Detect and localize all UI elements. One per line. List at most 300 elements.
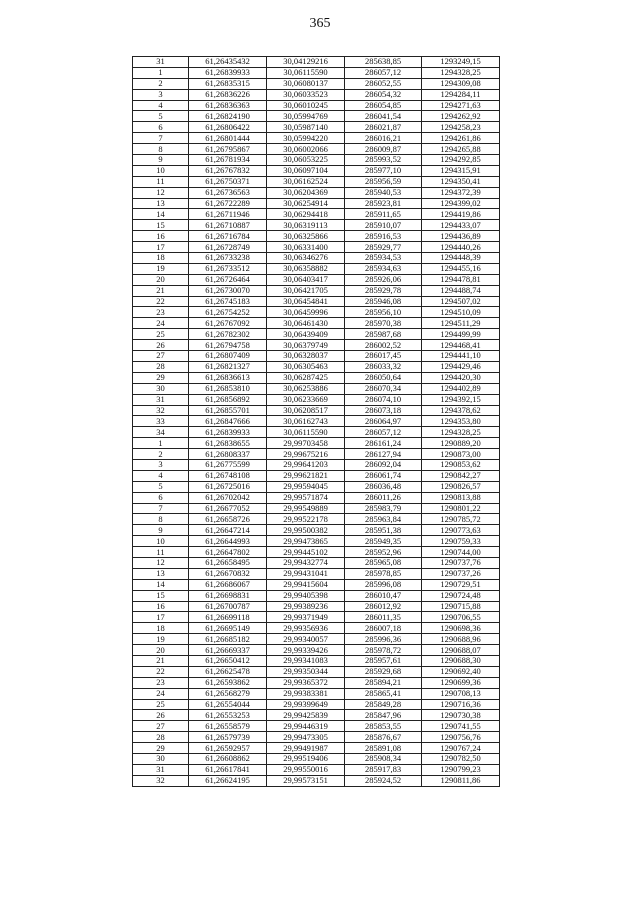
longitude-cell: 29,99550016 — [267, 764, 345, 775]
point-number-cell: 28 — [133, 732, 189, 743]
x-coordinate-cell: 285983,79 — [345, 503, 422, 514]
y-coordinate-cell: 1290688,96 — [422, 634, 500, 645]
point-number-cell: 23 — [133, 307, 189, 318]
longitude-cell: 29,99573151 — [267, 775, 345, 786]
latitude-cell: 61,26795867 — [189, 144, 267, 155]
x-coordinate-cell: 286070,34 — [345, 383, 422, 394]
x-coordinate-cell: 285911,65 — [345, 209, 422, 220]
longitude-cell: 30,06002066 — [267, 144, 345, 155]
point-number-cell: 7 — [133, 133, 189, 144]
y-coordinate-cell: 1290688,07 — [422, 645, 500, 656]
longitude-cell: 29,99675216 — [267, 449, 345, 460]
table-row — [133, 579, 500, 590]
latitude-cell: 61,26767092 — [189, 318, 267, 329]
latitude-cell: 61,26856892 — [189, 394, 267, 405]
x-coordinate-cell: 285978,85 — [345, 568, 422, 579]
longitude-cell: 30,06459996 — [267, 307, 345, 318]
latitude-cell: 61,26695149 — [189, 623, 267, 634]
point-number-cell: 34 — [133, 427, 189, 438]
y-coordinate-cell: 1290698,36 — [422, 623, 500, 634]
latitude-cell: 61,26644993 — [189, 536, 267, 547]
latitude-cell: 61,26728749 — [189, 242, 267, 253]
point-number-cell: 19 — [133, 263, 189, 274]
point-number-cell: 10 — [133, 165, 189, 176]
y-coordinate-cell: 1294448,39 — [422, 253, 500, 264]
latitude-cell: 61,26686067 — [189, 579, 267, 590]
table-row — [133, 536, 500, 547]
longitude-cell: 29,99356936 — [267, 623, 345, 634]
longitude-cell: 30,06305463 — [267, 361, 345, 372]
longitude-cell: 30,06208517 — [267, 405, 345, 416]
longitude-cell: 29,99431041 — [267, 568, 345, 579]
point-number-cell: 8 — [133, 144, 189, 155]
x-coordinate-cell: 285957,61 — [345, 655, 422, 666]
longitude-cell: 30,06097104 — [267, 165, 345, 176]
table-row — [133, 122, 500, 133]
longitude-cell: 30,06253886 — [267, 383, 345, 394]
longitude-cell: 30,06287425 — [267, 372, 345, 383]
y-coordinate-cell: 1294328,25 — [422, 427, 500, 438]
table-row — [133, 655, 500, 666]
y-coordinate-cell: 1290813,88 — [422, 492, 500, 503]
table-row — [133, 764, 500, 775]
y-coordinate-cell: 1294261,86 — [422, 133, 500, 144]
x-coordinate-cell: 286036,48 — [345, 481, 422, 492]
table-row — [133, 274, 500, 285]
point-number-cell: 17 — [133, 242, 189, 253]
x-coordinate-cell: 285865,41 — [345, 688, 422, 699]
table-row — [133, 416, 500, 427]
table-row — [133, 503, 500, 514]
x-coordinate-cell: 285853,55 — [345, 721, 422, 732]
longitude-cell: 30,06325866 — [267, 231, 345, 242]
table-row — [133, 209, 500, 220]
longitude-cell: 29,99341083 — [267, 655, 345, 666]
table-row — [133, 111, 500, 122]
point-number-cell: 31 — [133, 57, 189, 68]
table-row — [133, 623, 500, 634]
y-coordinate-cell: 1290873,00 — [422, 449, 500, 460]
longitude-cell: 29,99446319 — [267, 721, 345, 732]
x-coordinate-cell: 285934,63 — [345, 263, 422, 274]
table-row — [133, 263, 500, 274]
table-row — [133, 427, 500, 438]
y-coordinate-cell: 1290724,48 — [422, 590, 500, 601]
point-number-cell: 29 — [133, 372, 189, 383]
y-coordinate-cell: 1290741,55 — [422, 721, 500, 732]
y-coordinate-cell: 1290737,26 — [422, 568, 500, 579]
y-coordinate-cell: 1290708,13 — [422, 688, 500, 699]
x-coordinate-cell: 285940,53 — [345, 187, 422, 198]
point-number-cell: 26 — [133, 710, 189, 721]
y-coordinate-cell: 1294419,86 — [422, 209, 500, 220]
y-coordinate-cell: 1294350,41 — [422, 176, 500, 187]
table-row — [133, 470, 500, 481]
latitude-cell: 61,26711946 — [189, 209, 267, 220]
x-coordinate-cell: 285847,96 — [345, 710, 422, 721]
table-row — [133, 492, 500, 503]
table-row — [133, 351, 500, 362]
latitude-cell: 61,26568279 — [189, 688, 267, 699]
latitude-cell: 61,26685182 — [189, 634, 267, 645]
table-row — [133, 100, 500, 111]
x-coordinate-cell: 286127,94 — [345, 449, 422, 460]
longitude-cell: 30,06461430 — [267, 318, 345, 329]
point-number-cell: 32 — [133, 405, 189, 416]
table-row — [133, 329, 500, 340]
y-coordinate-cell: 1290730,38 — [422, 710, 500, 721]
x-coordinate-cell: 286057,12 — [345, 427, 422, 438]
y-coordinate-cell: 1290782,50 — [422, 754, 500, 765]
y-coordinate-cell: 1290737,76 — [422, 557, 500, 568]
latitude-cell: 61,26839933 — [189, 67, 267, 78]
y-coordinate-cell: 1290706,55 — [422, 612, 500, 623]
x-coordinate-cell: 286061,74 — [345, 470, 422, 481]
longitude-cell: 29,99703458 — [267, 438, 345, 449]
table-row — [133, 557, 500, 568]
x-coordinate-cell: 285965,08 — [345, 557, 422, 568]
point-number-cell: 32 — [133, 775, 189, 786]
latitude-cell: 61,26592957 — [189, 743, 267, 754]
point-number-cell: 28 — [133, 361, 189, 372]
latitude-cell: 61,26824190 — [189, 111, 267, 122]
point-number-cell: 3 — [133, 459, 189, 470]
latitude-cell: 61,26781934 — [189, 155, 267, 166]
longitude-cell: 29,99340057 — [267, 634, 345, 645]
table-row — [133, 514, 500, 525]
x-coordinate-cell: 285923,81 — [345, 198, 422, 209]
table-row — [133, 405, 500, 416]
y-coordinate-cell: 1294309,08 — [422, 78, 500, 89]
table-row — [133, 176, 500, 187]
x-coordinate-cell: 285891,08 — [345, 743, 422, 754]
x-coordinate-cell: 286092,04 — [345, 459, 422, 470]
point-number-cell: 29 — [133, 743, 189, 754]
latitude-cell: 61,26736563 — [189, 187, 267, 198]
table-row — [133, 775, 500, 786]
latitude-cell: 61,26558579 — [189, 721, 267, 732]
longitude-cell: 30,06254914 — [267, 198, 345, 209]
point-number-cell: 17 — [133, 612, 189, 623]
longitude-cell: 29,99621821 — [267, 470, 345, 481]
longitude-cell: 29,99399649 — [267, 699, 345, 710]
x-coordinate-cell: 285951,38 — [345, 525, 422, 536]
x-coordinate-cell: 285924,52 — [345, 775, 422, 786]
y-coordinate-cell: 1294284,11 — [422, 89, 500, 100]
latitude-cell: 61,26733512 — [189, 263, 267, 274]
y-coordinate-cell: 1294455,16 — [422, 263, 500, 274]
x-coordinate-cell: 285996,08 — [345, 579, 422, 590]
latitude-cell: 61,26710887 — [189, 220, 267, 231]
longitude-cell: 30,06033523 — [267, 89, 345, 100]
point-number-cell: 11 — [133, 176, 189, 187]
longitude-cell: 29,99473305 — [267, 732, 345, 743]
longitude-cell: 30,06328037 — [267, 351, 345, 362]
x-coordinate-cell: 286041,54 — [345, 111, 422, 122]
longitude-cell: 30,06294418 — [267, 209, 345, 220]
longitude-cell: 30,06421705 — [267, 285, 345, 296]
longitude-cell: 30,06233669 — [267, 394, 345, 405]
y-coordinate-cell: 1294372,39 — [422, 187, 500, 198]
latitude-cell: 61,26855701 — [189, 405, 267, 416]
longitude-cell: 29,99473865 — [267, 536, 345, 547]
longitude-cell: 29,99365372 — [267, 677, 345, 688]
y-coordinate-cell: 1294378,62 — [422, 405, 500, 416]
x-coordinate-cell: 285970,38 — [345, 318, 422, 329]
table-row — [133, 296, 500, 307]
longitude-cell: 29,99383381 — [267, 688, 345, 699]
table-row — [133, 699, 500, 710]
y-coordinate-cell: 1294271,63 — [422, 100, 500, 111]
point-number-cell: 21 — [133, 655, 189, 666]
longitude-cell: 30,04129216 — [267, 57, 345, 68]
y-coordinate-cell: 1294478,81 — [422, 274, 500, 285]
point-number-cell: 14 — [133, 579, 189, 590]
table-row — [133, 721, 500, 732]
table-row — [133, 568, 500, 579]
y-coordinate-cell: 1294507,02 — [422, 296, 500, 307]
table-row — [133, 754, 500, 765]
y-coordinate-cell: 1294433,07 — [422, 220, 500, 231]
point-number-cell: 15 — [133, 590, 189, 601]
point-number-cell: 6 — [133, 492, 189, 503]
latitude-cell: 61,26702042 — [189, 492, 267, 503]
x-coordinate-cell: 286064,97 — [345, 416, 422, 427]
y-coordinate-cell: 1294399,02 — [422, 198, 500, 209]
coordinates-table — [132, 56, 500, 787]
x-coordinate-cell: 285638,85 — [345, 57, 422, 68]
table-row — [133, 666, 500, 677]
table-row — [133, 231, 500, 242]
latitude-cell: 61,26853810 — [189, 383, 267, 394]
y-coordinate-cell: 1290716,36 — [422, 699, 500, 710]
x-coordinate-cell: 286010,47 — [345, 590, 422, 601]
y-coordinate-cell: 1294468,41 — [422, 340, 500, 351]
y-coordinate-cell: 1294420,30 — [422, 372, 500, 383]
x-coordinate-cell: 286011,35 — [345, 612, 422, 623]
x-coordinate-cell: 286057,12 — [345, 67, 422, 78]
table-row — [133, 677, 500, 688]
point-number-cell: 8 — [133, 514, 189, 525]
longitude-cell: 29,99432774 — [267, 557, 345, 568]
y-coordinate-cell: 1294353,80 — [422, 416, 500, 427]
y-coordinate-cell: 1290756,76 — [422, 732, 500, 743]
latitude-cell: 61,26716784 — [189, 231, 267, 242]
table-row — [133, 438, 500, 449]
y-coordinate-cell: 1290688,30 — [422, 655, 500, 666]
table-row — [133, 340, 500, 351]
latitude-cell: 61,26670832 — [189, 568, 267, 579]
y-coordinate-cell: 1290853,62 — [422, 459, 500, 470]
point-number-cell: 21 — [133, 285, 189, 296]
point-number-cell: 14 — [133, 209, 189, 220]
x-coordinate-cell: 286054,32 — [345, 89, 422, 100]
latitude-cell: 61,26847666 — [189, 416, 267, 427]
table-row — [133, 78, 500, 89]
latitude-cell: 61,26839933 — [189, 427, 267, 438]
latitude-cell: 61,26782302 — [189, 329, 267, 340]
point-number-cell: 16 — [133, 231, 189, 242]
table-row — [133, 361, 500, 372]
point-number-cell: 18 — [133, 253, 189, 264]
longitude-cell: 29,99491987 — [267, 743, 345, 754]
longitude-cell: 29,99522178 — [267, 514, 345, 525]
x-coordinate-cell: 285929,77 — [345, 242, 422, 253]
longitude-cell: 29,99389236 — [267, 601, 345, 612]
latitude-cell: 61,26579739 — [189, 732, 267, 743]
table-row — [133, 253, 500, 264]
latitude-cell: 61,26807409 — [189, 351, 267, 362]
longitude-cell: 30,06346276 — [267, 253, 345, 264]
table-row — [133, 133, 500, 144]
longitude-cell: 30,06358882 — [267, 263, 345, 274]
point-number-cell: 24 — [133, 318, 189, 329]
y-coordinate-cell: 1294441,10 — [422, 351, 500, 362]
y-coordinate-cell: 1294392,15 — [422, 394, 500, 405]
y-coordinate-cell: 1290889,20 — [422, 438, 500, 449]
y-coordinate-cell: 1294440,26 — [422, 242, 500, 253]
y-coordinate-cell: 1294436,89 — [422, 231, 500, 242]
point-number-cell: 23 — [133, 677, 189, 688]
point-number-cell: 2 — [133, 449, 189, 460]
table-row — [133, 155, 500, 166]
latitude-cell: 61,26808337 — [189, 449, 267, 460]
longitude-cell: 30,06439409 — [267, 329, 345, 340]
table-row — [133, 732, 500, 743]
latitude-cell: 61,26836226 — [189, 89, 267, 100]
y-coordinate-cell: 1290801,22 — [422, 503, 500, 514]
x-coordinate-cell: 286016,21 — [345, 133, 422, 144]
x-coordinate-cell: 285978,72 — [345, 645, 422, 656]
latitude-cell: 61,26836613 — [189, 372, 267, 383]
longitude-cell: 29,99594045 — [267, 481, 345, 492]
point-number-cell: 13 — [133, 568, 189, 579]
y-coordinate-cell: 1294315,91 — [422, 165, 500, 176]
y-coordinate-cell: 1294429,46 — [422, 361, 500, 372]
x-coordinate-cell: 285929,78 — [345, 285, 422, 296]
longitude-cell: 30,06010245 — [267, 100, 345, 111]
y-coordinate-cell: 1290715,88 — [422, 601, 500, 612]
longitude-cell: 29,99415604 — [267, 579, 345, 590]
x-coordinate-cell: 286009,87 — [345, 144, 422, 155]
longitude-cell: 30,06053225 — [267, 155, 345, 166]
longitude-cell: 30,06403417 — [267, 274, 345, 285]
table-row — [133, 307, 500, 318]
table-row — [133, 394, 500, 405]
x-coordinate-cell: 286007,18 — [345, 623, 422, 634]
latitude-cell: 61,26767832 — [189, 165, 267, 176]
latitude-cell: 61,26435432 — [189, 57, 267, 68]
x-coordinate-cell: 286002,52 — [345, 340, 422, 351]
latitude-cell: 61,26733238 — [189, 253, 267, 264]
latitude-cell: 61,26836363 — [189, 100, 267, 111]
latitude-cell: 61,26801444 — [189, 133, 267, 144]
point-number-cell: 9 — [133, 525, 189, 536]
table-row — [133, 220, 500, 231]
latitude-cell: 61,26748108 — [189, 470, 267, 481]
longitude-cell: 30,06115590 — [267, 67, 345, 78]
x-coordinate-cell: 286052,55 — [345, 78, 422, 89]
x-coordinate-cell: 285949,35 — [345, 536, 422, 547]
x-coordinate-cell: 285910,07 — [345, 220, 422, 231]
point-number-cell: 4 — [133, 470, 189, 481]
point-number-cell: 18 — [133, 623, 189, 634]
longitude-cell: 29,99519406 — [267, 754, 345, 765]
point-number-cell: 31 — [133, 764, 189, 775]
y-coordinate-cell: 1290729,51 — [422, 579, 500, 590]
longitude-cell: 29,99571874 — [267, 492, 345, 503]
x-coordinate-cell: 286017,45 — [345, 351, 422, 362]
longitude-cell: 30,06204369 — [267, 187, 345, 198]
x-coordinate-cell: 285952,96 — [345, 547, 422, 558]
table-row — [133, 285, 500, 296]
y-coordinate-cell: 1290744,00 — [422, 547, 500, 558]
point-number-cell: 27 — [133, 351, 189, 362]
point-number-cell: 4 — [133, 100, 189, 111]
y-coordinate-cell: 1294265,88 — [422, 144, 500, 155]
latitude-cell: 61,26553253 — [189, 710, 267, 721]
longitude-cell: 30,06319113 — [267, 220, 345, 231]
x-coordinate-cell: 285987,68 — [345, 329, 422, 340]
point-number-cell: 27 — [133, 721, 189, 732]
y-coordinate-cell: 1294499,99 — [422, 329, 500, 340]
latitude-cell: 61,26647802 — [189, 547, 267, 558]
y-coordinate-cell: 1290773,63 — [422, 525, 500, 536]
point-number-cell: 33 — [133, 416, 189, 427]
latitude-cell: 61,26806422 — [189, 122, 267, 133]
latitude-cell: 61,26624195 — [189, 775, 267, 786]
table-row — [133, 710, 500, 721]
y-coordinate-cell: 1290799,23 — [422, 764, 500, 775]
table-row — [133, 372, 500, 383]
table-row — [133, 645, 500, 656]
table-row — [133, 57, 500, 68]
point-number-cell: 1 — [133, 438, 189, 449]
table-row — [133, 89, 500, 100]
y-coordinate-cell: 1290692,40 — [422, 666, 500, 677]
latitude-cell: 61,26726464 — [189, 274, 267, 285]
table-row — [133, 459, 500, 470]
coordinates-table-body — [133, 57, 500, 787]
point-number-cell: 25 — [133, 329, 189, 340]
latitude-cell: 61,26617841 — [189, 764, 267, 775]
point-number-cell: 2 — [133, 78, 189, 89]
y-coordinate-cell: 1290699,36 — [422, 677, 500, 688]
longitude-cell: 30,06454841 — [267, 296, 345, 307]
latitude-cell: 61,26698831 — [189, 590, 267, 601]
x-coordinate-cell: 285963,84 — [345, 514, 422, 525]
point-number-cell: 6 — [133, 122, 189, 133]
longitude-cell: 29,99339426 — [267, 645, 345, 656]
point-number-cell: 12 — [133, 557, 189, 568]
table-row — [133, 634, 500, 645]
longitude-cell: 29,99405398 — [267, 590, 345, 601]
point-number-cell: 22 — [133, 666, 189, 677]
latitude-cell: 61,26821327 — [189, 361, 267, 372]
y-coordinate-cell: 1294488,74 — [422, 285, 500, 296]
x-coordinate-cell: 286021,87 — [345, 122, 422, 133]
latitude-cell: 61,26750371 — [189, 176, 267, 187]
x-coordinate-cell: 285917,83 — [345, 764, 422, 775]
x-coordinate-cell: 285996,36 — [345, 634, 422, 645]
x-coordinate-cell: 286073,18 — [345, 405, 422, 416]
longitude-cell: 30,06115590 — [267, 427, 345, 438]
table-row — [133, 165, 500, 176]
point-number-cell: 20 — [133, 645, 189, 656]
latitude-cell: 61,26608862 — [189, 754, 267, 765]
table-row — [133, 67, 500, 78]
table-row — [133, 743, 500, 754]
